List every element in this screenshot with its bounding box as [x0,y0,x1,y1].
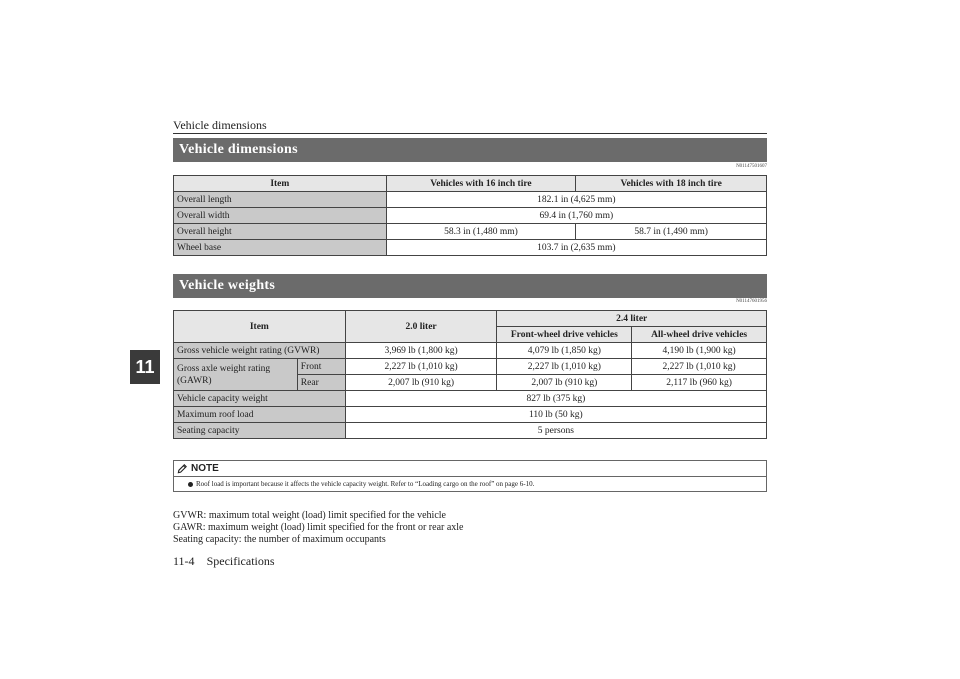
header-item: Item [174,311,346,343]
value-awd: 2,227 lb (1,010 kg) [632,359,767,375]
definition-gawr: GAWR: maximum weight (load) limit specified for the front or rear axle [173,522,464,533]
value-awd: 2,117 lb (960 kg) [632,375,767,391]
header-2-0-liter: 2.0 liter [345,311,497,343]
definitions [173,510,464,546]
note-text: Roof load is important because it affects the vehicle capacity weight. Refer to “Loading cargo on the roof” on page 6-10. [196,480,535,488]
row-value: 110 lb (50 kg) [345,407,766,423]
header-item: Item [174,176,387,192]
row-label: Overall length [174,192,387,208]
row-label: Overall width [174,208,387,224]
section-code-weights: N01147601956 [736,299,767,304]
row-label: Maximum roof load [174,407,346,423]
section-code-dimensions: N01147501607 [736,164,767,169]
row-value-16: 58.3 in (1,480 mm) [386,224,576,240]
row-label: Overall height [174,224,387,240]
row-label: Seating capacity [174,423,346,439]
page-number: 11-4 [173,554,195,568]
note-header [174,461,766,477]
table-row [174,391,767,407]
row-value: 5 persons [345,423,766,439]
section-name: Specifications [206,554,275,568]
row-value: 182.1 in (4,625 mm) [386,192,766,208]
table-row [174,407,767,423]
dimensions-table [173,175,767,256]
value-fwd: 2,227 lb (1,010 kg) [497,359,632,375]
header-divider [173,133,767,134]
table-row [174,192,767,208]
weights-table [173,310,767,439]
chapter-tab: 11 [130,350,160,384]
bullet-icon [188,482,193,487]
sub-label-front: Front [297,359,345,375]
page-footer [173,554,287,569]
value-2-0: 2,007 lb (910 kg) [345,375,497,391]
note-label: NOTE [191,463,219,474]
row-value: 69.4 in (1,760 mm) [386,208,766,224]
row-value-18: 58.7 in (1,490 mm) [576,224,767,240]
definition-seating: Seating capacity: the number of maximum occupants [173,534,386,545]
section-title-weights: Vehicle weights [173,274,767,298]
note-pencil-icon [177,463,188,474]
value-fwd: 4,079 lb (1,850 kg) [497,343,632,359]
page-header-title: Vehicle dimensions [173,118,267,132]
table-header-row [174,311,767,327]
table-row [174,208,767,224]
header-fwd: Front-wheel drive vehicles [497,327,632,343]
table-row [174,240,767,256]
value-fwd: 2,007 lb (910 kg) [497,375,632,391]
note-box [173,460,767,492]
table-row [174,343,767,359]
section-title-dimensions: Vehicle dimensions [173,138,767,162]
table-header-row [174,176,767,192]
sub-label-rear: Rear [297,375,345,391]
header-2-4-liter: 2.4 liter [497,311,767,327]
value-2-0: 3,969 lb (1,800 kg) [345,343,497,359]
table-row [174,423,767,439]
row-label: Vehicle capacity weight [174,391,346,407]
table-row [174,359,767,375]
value-awd: 4,190 lb (1,900 kg) [632,343,767,359]
row-label: Gross vehicle weight rating (GVWR) [174,343,346,359]
value-2-0: 2,227 lb (1,010 kg) [345,359,497,375]
header-16-inch: Vehicles with 16 inch tire [386,176,576,192]
row-value: 103.7 in (2,635 mm) [386,240,766,256]
row-label: Wheel base [174,240,387,256]
header-18-inch: Vehicles with 18 inch tire [576,176,767,192]
row-value: 827 lb (375 kg) [345,391,766,407]
header-awd: All-wheel drive vehicles [632,327,767,343]
note-body [174,477,766,488]
definition-gvwr: GVWR: maximum total weight (load) limit specified for the vehicle [173,510,446,521]
table-row [174,224,767,240]
row-label: Gross axle weight rating (GAWR) [174,359,298,391]
